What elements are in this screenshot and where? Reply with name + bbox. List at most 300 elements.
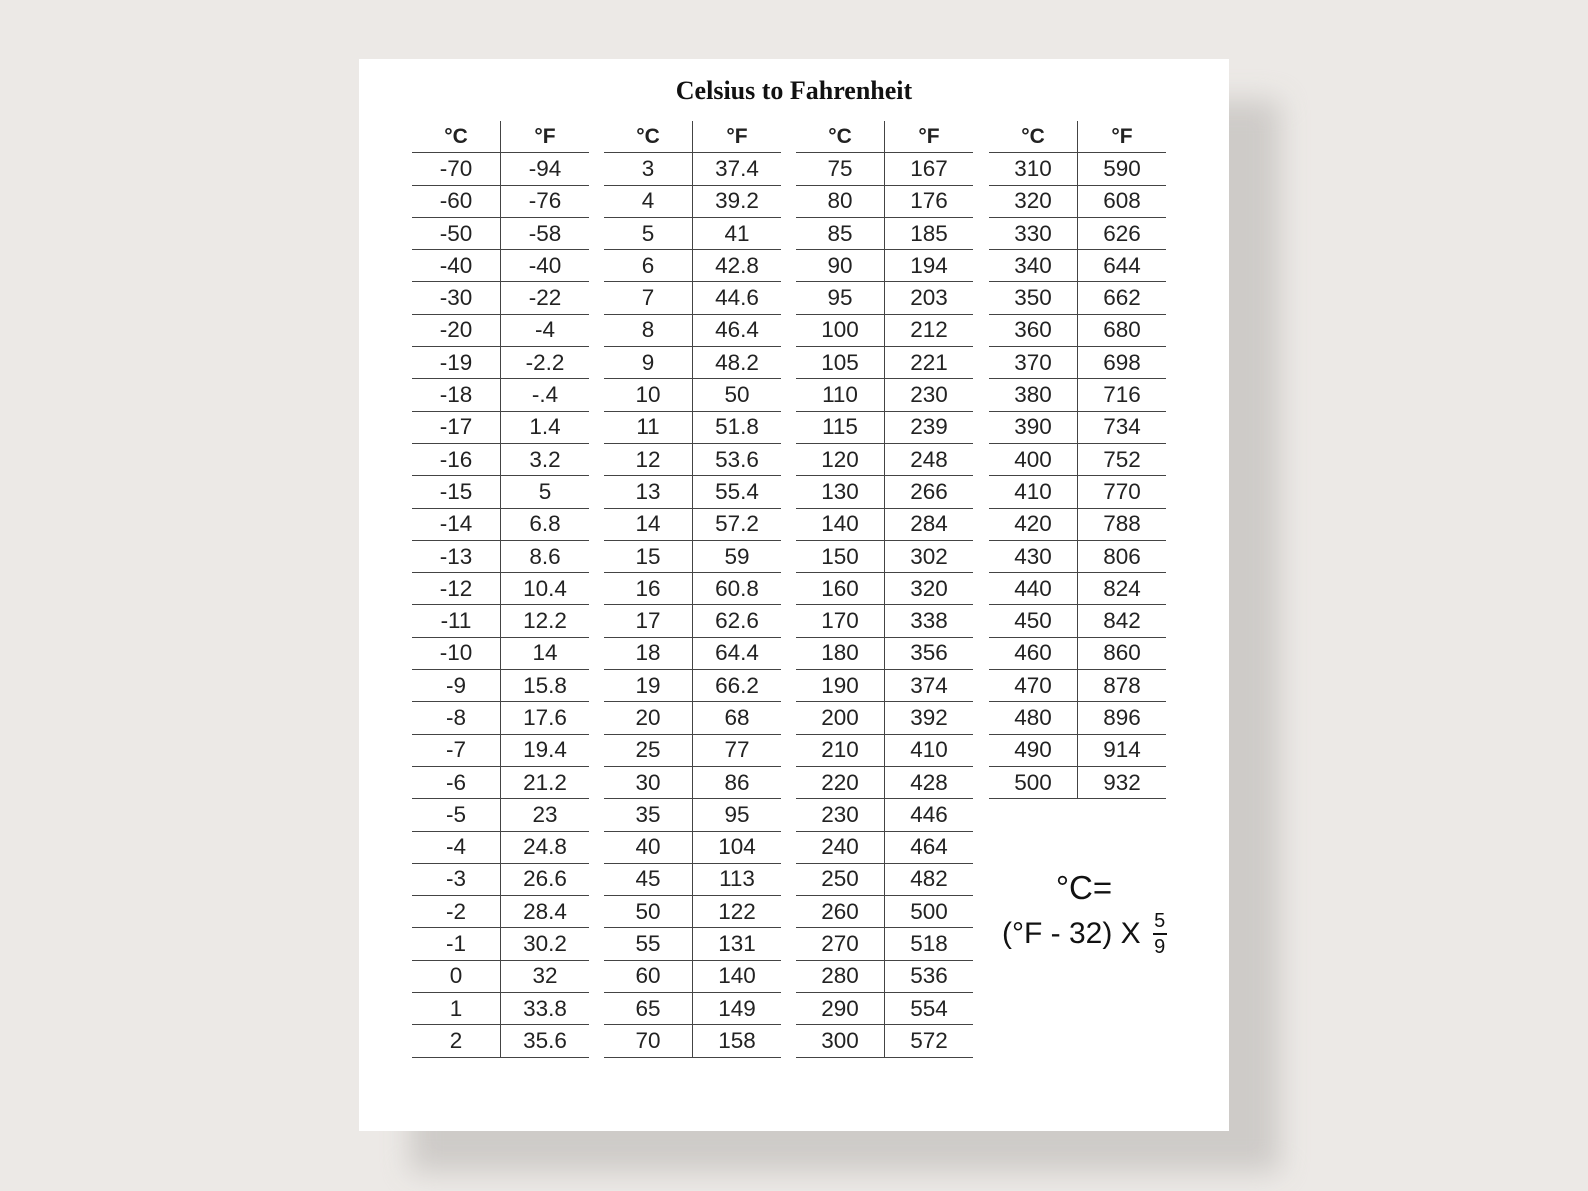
fahrenheit-cell: 230 (885, 379, 974, 411)
fahrenheit-cell: 12.2 (501, 605, 590, 637)
fahrenheit-cell: 896 (1078, 702, 1167, 734)
table-row (796, 476, 973, 508)
fahrenheit-cell: 626 (1078, 217, 1167, 249)
fahrenheit-cell: -.4 (501, 379, 590, 411)
table-row (796, 250, 973, 282)
celsius-cell: 70 (604, 1025, 693, 1057)
table-row (989, 766, 1166, 798)
celsius-cell: 25 (604, 734, 693, 766)
fahrenheit-cell: 752 (1078, 443, 1167, 475)
fahrenheit-cell: 50 (693, 379, 782, 411)
celsius-cell: 50 (604, 896, 693, 928)
table-row (796, 379, 973, 411)
fahrenheit-cell: 356 (885, 637, 974, 669)
celsius-cell: 110 (796, 379, 885, 411)
fahrenheit-cell: 788 (1078, 508, 1167, 540)
celsius-cell: 18 (604, 637, 693, 669)
fahrenheit-cell: 44.6 (693, 282, 782, 314)
celsius-cell: 270 (796, 928, 885, 960)
celsius-cell: 310 (989, 153, 1078, 185)
formula-expression: (°F - 32) X (1002, 917, 1141, 950)
table-header-row (604, 121, 781, 153)
celsius-cell: 16 (604, 573, 693, 605)
celsius-cell: 500 (989, 766, 1078, 798)
celsius-cell: 9 (604, 347, 693, 379)
table-row (604, 540, 781, 572)
table-row (604, 282, 781, 314)
document-page (359, 59, 1229, 1131)
celsius-cell: 10 (604, 379, 693, 411)
celsius-cell: 210 (796, 734, 885, 766)
fahrenheit-cell: 176 (885, 185, 974, 217)
table-row (412, 863, 589, 895)
fahrenheit-cell: 5 (501, 476, 590, 508)
celsius-cell: 6 (604, 250, 693, 282)
celsius-cell: 7 (604, 282, 693, 314)
fahrenheit-cell: 374 (885, 670, 974, 702)
table-row (989, 153, 1166, 185)
celsius-cell: -50 (412, 217, 501, 249)
celsius-header: °C (412, 121, 501, 153)
celsius-cell: -4 (412, 831, 501, 863)
table-row (796, 443, 973, 475)
table-row (604, 766, 781, 798)
table-row (412, 411, 589, 443)
fahrenheit-cell: -4 (501, 314, 590, 346)
table-row (412, 508, 589, 540)
celsius-cell: 1 (412, 993, 501, 1025)
fahrenheit-cell: 6.8 (501, 508, 590, 540)
fahrenheit-cell: 482 (885, 863, 974, 895)
celsius-cell: 470 (989, 670, 1078, 702)
fahrenheit-cell: 698 (1078, 347, 1167, 379)
table-row (604, 863, 781, 895)
celsius-cell: 140 (796, 508, 885, 540)
table-row (604, 605, 781, 637)
table-row (412, 185, 589, 217)
celsius-cell: 105 (796, 347, 885, 379)
table-row (796, 960, 973, 992)
table-row (604, 508, 781, 540)
celsius-cell: -70 (412, 153, 501, 185)
table-row (989, 314, 1166, 346)
celsius-cell: 230 (796, 799, 885, 831)
fahrenheit-cell: 77 (693, 734, 782, 766)
table-row (412, 250, 589, 282)
celsius-cell: 380 (989, 379, 1078, 411)
table-row (796, 993, 973, 1025)
fahrenheit-cell: 248 (885, 443, 974, 475)
table-row (412, 831, 589, 863)
celsius-cell: 130 (796, 476, 885, 508)
celsius-header: °C (989, 121, 1078, 153)
fahrenheit-cell: 446 (885, 799, 974, 831)
table-row (796, 702, 973, 734)
fahrenheit-header: °F (885, 121, 974, 153)
fahrenheit-cell: 644 (1078, 250, 1167, 282)
table-row (796, 637, 973, 669)
fahrenheit-cell: 266 (885, 476, 974, 508)
conversion-formula (1002, 911, 1167, 957)
fahrenheit-cell: 554 (885, 993, 974, 1025)
celsius-cell: 75 (796, 153, 885, 185)
table-row (989, 379, 1166, 411)
celsius-cell: -20 (412, 314, 501, 346)
fahrenheit-cell: 716 (1078, 379, 1167, 411)
table-row (989, 734, 1166, 766)
fahrenheit-cell: 410 (885, 734, 974, 766)
table-row (412, 282, 589, 314)
celsius-cell: 13 (604, 476, 693, 508)
table-row (796, 605, 973, 637)
fahrenheit-cell: 932 (1078, 766, 1167, 798)
table-row (604, 734, 781, 766)
celsius-cell: -7 (412, 734, 501, 766)
table-header-row (796, 121, 973, 153)
fahrenheit-cell: 46.4 (693, 314, 782, 346)
table-row (604, 928, 781, 960)
table-row (604, 443, 781, 475)
celsius-cell: 3 (604, 153, 693, 185)
fahrenheit-cell: 55.4 (693, 476, 782, 508)
celsius-cell: 15 (604, 540, 693, 572)
celsius-cell: -11 (412, 605, 501, 637)
table-row (412, 702, 589, 734)
table-row (796, 508, 973, 540)
fahrenheit-cell: 57.2 (693, 508, 782, 540)
celsius-cell: -60 (412, 185, 501, 217)
celsius-cell: 290 (796, 993, 885, 1025)
table-row (604, 960, 781, 992)
celsius-cell: -12 (412, 573, 501, 605)
celsius-cell: -40 (412, 250, 501, 282)
celsius-cell: 90 (796, 250, 885, 282)
celsius-cell: -18 (412, 379, 501, 411)
table-row (796, 799, 973, 831)
fahrenheit-cell: 824 (1078, 573, 1167, 605)
table-row (989, 605, 1166, 637)
celsius-cell: -1 (412, 928, 501, 960)
table-row (412, 670, 589, 702)
table-row (796, 573, 973, 605)
fahrenheit-cell: 122 (693, 896, 782, 928)
celsius-cell: -16 (412, 443, 501, 475)
fahrenheit-cell: 338 (885, 605, 974, 637)
table-row (604, 573, 781, 605)
celsius-cell: 350 (989, 282, 1078, 314)
celsius-cell: 40 (604, 831, 693, 863)
page-title: Celsius to Fahrenheit (675, 76, 913, 105)
celsius-cell: 280 (796, 960, 885, 992)
celsius-cell: -8 (412, 702, 501, 734)
celsius-cell: 11 (604, 411, 693, 443)
celsius-cell: -30 (412, 282, 501, 314)
celsius-cell: 440 (989, 573, 1078, 605)
fahrenheit-cell: 284 (885, 508, 974, 540)
celsius-cell: 95 (796, 282, 885, 314)
celsius-header: °C (604, 121, 693, 153)
fahrenheit-cell: 33.8 (501, 993, 590, 1025)
celsius-cell: 5 (604, 217, 693, 249)
fahrenheit-cell: 104 (693, 831, 782, 863)
fahrenheit-cell: 428 (885, 766, 974, 798)
celsius-cell: 420 (989, 508, 1078, 540)
fahrenheit-cell: 30.2 (501, 928, 590, 960)
celsius-cell: 19 (604, 670, 693, 702)
fahrenheit-cell: 42.8 (693, 250, 782, 282)
fahrenheit-cell: 53.6 (693, 443, 782, 475)
table-row (796, 282, 973, 314)
celsius-cell: 180 (796, 637, 885, 669)
fahrenheit-cell: -40 (501, 250, 590, 282)
table-row (796, 347, 973, 379)
fahrenheit-cell: 149 (693, 993, 782, 1025)
fahrenheit-cell: 66.2 (693, 670, 782, 702)
table-row (412, 347, 589, 379)
table-row (412, 605, 589, 637)
table-row (989, 250, 1166, 282)
celsius-cell: 2 (412, 1025, 501, 1057)
table-row (989, 217, 1166, 249)
table-row (796, 863, 973, 895)
table-row (796, 670, 973, 702)
fahrenheit-cell: 167 (885, 153, 974, 185)
formula-celsius-label: °C= (1055, 869, 1113, 906)
table-row (989, 185, 1166, 217)
celsius-cell: 35 (604, 799, 693, 831)
celsius-cell: 170 (796, 605, 885, 637)
fahrenheit-cell: 158 (693, 1025, 782, 1057)
table-row (796, 540, 973, 572)
celsius-cell: 360 (989, 314, 1078, 346)
fahrenheit-cell: 26.6 (501, 863, 590, 895)
celsius-cell: 115 (796, 411, 885, 443)
celsius-cell: 160 (796, 573, 885, 605)
celsius-cell: 390 (989, 411, 1078, 443)
fahrenheit-cell: 536 (885, 960, 974, 992)
celsius-cell: 410 (989, 476, 1078, 508)
fahrenheit-cell: 68 (693, 702, 782, 734)
fraction-numerator: 5 (1154, 910, 1166, 932)
fraction-bar (1153, 933, 1167, 935)
celsius-cell: 200 (796, 702, 885, 734)
fahrenheit-cell: 221 (885, 347, 974, 379)
fahrenheit-cell: 3.2 (501, 443, 590, 475)
table-row (604, 799, 781, 831)
fahrenheit-cell: 28.4 (501, 896, 590, 928)
table-row (604, 637, 781, 669)
fahrenheit-cell: -58 (501, 217, 590, 249)
fahrenheit-cell: 590 (1078, 153, 1167, 185)
fahrenheit-cell: 464 (885, 831, 974, 863)
celsius-cell: -3 (412, 863, 501, 895)
table-row (796, 896, 973, 928)
fahrenheit-cell: 140 (693, 960, 782, 992)
table-row (604, 1025, 781, 1057)
fraction-denominator: 9 (1154, 936, 1166, 958)
fahrenheit-cell: 914 (1078, 734, 1167, 766)
fahrenheit-cell: 194 (885, 250, 974, 282)
celsius-cell: -14 (412, 508, 501, 540)
table-row (796, 766, 973, 798)
table-row (989, 573, 1166, 605)
table-row (989, 540, 1166, 572)
table-row (604, 185, 781, 217)
table-header-row (412, 121, 589, 153)
celsius-cell: 120 (796, 443, 885, 475)
table-row (412, 153, 589, 185)
table-row (796, 1025, 973, 1057)
fahrenheit-cell: 39.2 (693, 185, 782, 217)
celsius-cell: 12 (604, 443, 693, 475)
table-row (604, 476, 781, 508)
celsius-cell: 100 (796, 314, 885, 346)
fahrenheit-cell: 608 (1078, 185, 1167, 217)
celsius-cell: 340 (989, 250, 1078, 282)
celsius-cell: 60 (604, 960, 693, 992)
table-row (989, 670, 1166, 702)
celsius-cell: -13 (412, 540, 501, 572)
celsius-header: °C (796, 121, 885, 153)
conversion-table-4 (989, 121, 1166, 799)
table-row (796, 314, 973, 346)
table-row (604, 153, 781, 185)
table-row (989, 702, 1166, 734)
fahrenheit-cell: 15.8 (501, 670, 590, 702)
celsius-cell: 17 (604, 605, 693, 637)
celsius-cell: 85 (796, 217, 885, 249)
table-row (412, 314, 589, 346)
fahrenheit-cell: 203 (885, 282, 974, 314)
celsius-cell: 65 (604, 993, 693, 1025)
fahrenheit-cell: 239 (885, 411, 974, 443)
fahrenheit-cell: 48.2 (693, 347, 782, 379)
celsius-cell: 260 (796, 896, 885, 928)
table-row (796, 153, 973, 185)
celsius-cell: -6 (412, 766, 501, 798)
table-row (796, 734, 973, 766)
celsius-cell: -17 (412, 411, 501, 443)
celsius-cell: 30 (604, 766, 693, 798)
table-row (989, 508, 1166, 540)
fahrenheit-cell: 842 (1078, 605, 1167, 637)
table-row (412, 1025, 589, 1057)
celsius-cell: 320 (989, 185, 1078, 217)
celsius-cell: 14 (604, 508, 693, 540)
fahrenheit-cell: 62.6 (693, 605, 782, 637)
celsius-cell: 460 (989, 637, 1078, 669)
table-row (796, 831, 973, 863)
fahrenheit-cell: 770 (1078, 476, 1167, 508)
celsius-cell: 8 (604, 314, 693, 346)
celsius-cell: 450 (989, 605, 1078, 637)
celsius-cell: 45 (604, 863, 693, 895)
fahrenheit-cell: 806 (1078, 540, 1167, 572)
fahrenheit-cell: 41 (693, 217, 782, 249)
table-row (604, 896, 781, 928)
table-row (412, 476, 589, 508)
table-row (796, 217, 973, 249)
table-row (604, 670, 781, 702)
table-row (412, 443, 589, 475)
fahrenheit-cell: 572 (885, 1025, 974, 1057)
table-row (412, 766, 589, 798)
celsius-cell: 300 (796, 1025, 885, 1057)
fahrenheit-cell: 14 (501, 637, 590, 669)
table-row (604, 347, 781, 379)
celsius-cell: 370 (989, 347, 1078, 379)
fahrenheit-cell: 35.6 (501, 1025, 590, 1057)
fahrenheit-cell: 662 (1078, 282, 1167, 314)
table-row (989, 476, 1166, 508)
table-row (604, 250, 781, 282)
fahrenheit-cell: 680 (1078, 314, 1167, 346)
fahrenheit-cell: 392 (885, 702, 974, 734)
fahrenheit-cell: 320 (885, 573, 974, 605)
table-row (989, 637, 1166, 669)
celsius-cell: 55 (604, 928, 693, 960)
celsius-cell: 330 (989, 217, 1078, 249)
table-row (796, 185, 973, 217)
table-row (412, 637, 589, 669)
table-row (604, 831, 781, 863)
fahrenheit-cell: -22 (501, 282, 590, 314)
fahrenheit-cell: 8.6 (501, 540, 590, 572)
fahrenheit-cell: 500 (885, 896, 974, 928)
table-row (412, 960, 589, 992)
table-row (412, 573, 589, 605)
celsius-cell: -19 (412, 347, 501, 379)
celsius-cell: -5 (412, 799, 501, 831)
fahrenheit-cell: 10.4 (501, 573, 590, 605)
table-row (412, 993, 589, 1025)
fahrenheit-cell: 212 (885, 314, 974, 346)
celsius-cell: 490 (989, 734, 1078, 766)
table-row (989, 443, 1166, 475)
fahrenheit-cell: 1.4 (501, 411, 590, 443)
conversion-table-3 (796, 121, 973, 1058)
fahrenheit-cell: 21.2 (501, 766, 590, 798)
table-row (604, 379, 781, 411)
fahrenheit-cell: -94 (501, 153, 590, 185)
celsius-cell: 250 (796, 863, 885, 895)
celsius-cell: 430 (989, 540, 1078, 572)
table-row (796, 928, 973, 960)
celsius-cell: 190 (796, 670, 885, 702)
table-row (412, 379, 589, 411)
fahrenheit-cell: 17.6 (501, 702, 590, 734)
fahrenheit-cell: 59 (693, 540, 782, 572)
table-row (989, 347, 1166, 379)
celsius-cell: 240 (796, 831, 885, 863)
celsius-cell: -9 (412, 670, 501, 702)
fahrenheit-cell: 131 (693, 928, 782, 960)
fahrenheit-cell: 113 (693, 863, 782, 895)
table-row (604, 702, 781, 734)
celsius-cell: 400 (989, 443, 1078, 475)
celsius-cell: 80 (796, 185, 885, 217)
fahrenheit-cell: 64.4 (693, 637, 782, 669)
table-row (412, 896, 589, 928)
celsius-cell: 150 (796, 540, 885, 572)
celsius-cell: 480 (989, 702, 1078, 734)
formula-fraction (1153, 911, 1167, 957)
table-row (796, 411, 973, 443)
fahrenheit-cell: -76 (501, 185, 590, 217)
fahrenheit-cell: 185 (885, 217, 974, 249)
celsius-cell: -10 (412, 637, 501, 669)
fahrenheit-cell: 878 (1078, 670, 1167, 702)
